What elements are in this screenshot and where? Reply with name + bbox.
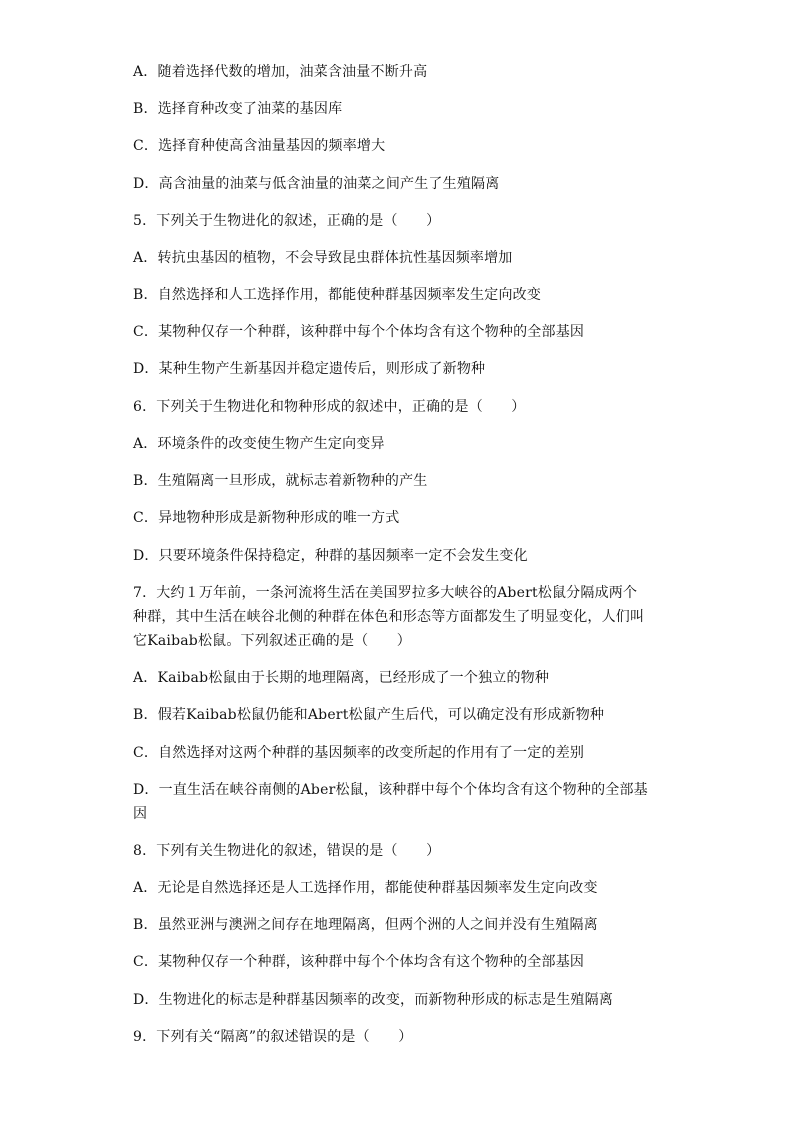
option-c-q8: C．某物种仅存一个种群，该种群中每个个体均含有这个物种的全部基因 bbox=[133, 954, 585, 970]
option-c-q4: C．选择育种使高含油量基因的频率增大 bbox=[133, 138, 386, 154]
option-a-q6: A．环境条件的改变使生物产生定向变异 bbox=[133, 436, 385, 452]
question-8: 8．下列有关生物进化的叙述，错误的是（ ） bbox=[133, 843, 441, 859]
option-d-q7-line-1: D．一直生活在峡谷南侧的Aber松鼠，该种群中每个个体均含有这个物种的全部基 bbox=[133, 782, 648, 798]
option-c-q7: C．自然选择对这两个种群的基因频率的改变所起的作用有了一定的差别 bbox=[133, 745, 585, 761]
option-a-q5: A．转抗虫基因的植物，不会导致昆虫群体抗性基因频率增加 bbox=[133, 250, 513, 266]
option-a-q8: A．无论是自然选择还是人工选择作用，都能使种群基因频率发生定向改变 bbox=[133, 880, 598, 896]
option-a-q7: A．Kaibab松鼠由于长期的地理隔离，已经形成了一个独立的物种 bbox=[133, 670, 550, 686]
option-d-q4: D．高含油量的油菜与低含油量的油菜之间产生了生殖隔离 bbox=[133, 176, 500, 192]
option-c-q5: C．某物种仅存一个种群，该种群中每个个体均含有这个物种的全部基因 bbox=[133, 324, 585, 340]
question-7-line-1: 7．大约１万年前，一条河流将生活在美国罗拉多大峡谷的Abert松鼠分隔成两个 bbox=[133, 585, 638, 601]
option-d-q7-line-2: 因 bbox=[133, 806, 148, 822]
question-5: 5．下列关于生物进化的叙述，正确的是（ ） bbox=[133, 213, 441, 229]
option-b-q7: B．假若Kaibab松鼠仍能和Abert松鼠产生后代，可以确定没有形成新物种 bbox=[133, 707, 605, 723]
option-d-q6: D．只要环境条件保持稳定，种群的基因频率一定不会发生变化 bbox=[133, 548, 528, 564]
question-6: 6．下列关于生物进化和物种形成的叙述中，正确的是（ ） bbox=[133, 399, 526, 415]
option-d-q8: D．生物进化的标志是种群基因频率的改变，而新物种形成的标志是生殖隔离 bbox=[133, 992, 614, 1008]
option-c-q6: C．异地物种形成是新物种形成的唯一方式 bbox=[133, 510, 400, 526]
question-7-line-2: 种群，其中生活在峡谷北侧的种群在体色和形态等方面都发生了明显变化，人们叫 bbox=[133, 609, 645, 625]
question-9: 9．下列有关“隔离”的叙述错误的是（ ） bbox=[133, 1029, 413, 1045]
option-b-q8: B．虽然亚洲与澳洲之间存在地理隔离，但两个洲的人之间并没有生殖隔离 bbox=[133, 917, 598, 933]
option-b-q5: B．自然选择和人工选择作用，都能使种群基因频率发生定向改变 bbox=[133, 287, 542, 303]
option-a-q4: A．随着选择代数的增加，油菜含油量不断升高 bbox=[133, 64, 428, 80]
option-b-q6: B．生殖隔离一旦形成，就标志着新物种的产生 bbox=[133, 473, 428, 489]
option-d-q5: D．某种生物产生新基因并稳定遗传后，则形成了新物种 bbox=[133, 361, 486, 377]
option-b-q4: B．选择育种改变了油菜的基因库 bbox=[133, 101, 343, 117]
question-7-line-3: 它Kaibab松鼠。下列叙述正确的是（ ） bbox=[133, 633, 411, 649]
